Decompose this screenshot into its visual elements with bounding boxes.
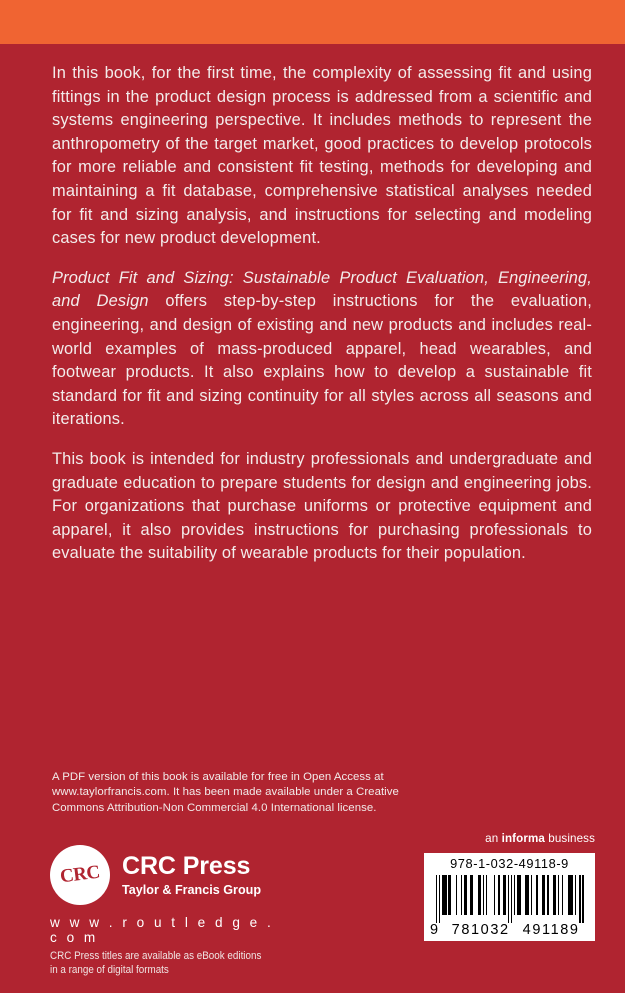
blurb-paragraph-2-rest: offers step-by-step instructions for the evaluation, engineering, and design of existing and new products and includes real-world examples of mass-produced apparel, head wearables, and footwear products. It also explains how to develop a sustainable fit standard for fit and sizing continuity for all styles across all seasons and iterations. [52, 292, 592, 429]
crc-circle-logo-icon [50, 845, 110, 905]
informa-suffix: business [544, 832, 595, 845]
open-access-note-line-3: Commons Attribution-Non Commercial 4.0 International license. [52, 801, 377, 814]
ebook-note-line-2: in a range of digital formats [50, 963, 169, 976]
informa-business-tagline [485, 832, 595, 845]
publisher-name: CRC Press [122, 851, 251, 880]
crc-logo-letters: CRC [58, 861, 101, 888]
informa-brand: informa [501, 832, 545, 845]
open-access-note-line-1: A PDF version of this book is available for free in Open Access at [52, 771, 384, 783]
blurb-paragraph-3: This book is intended for industry professionals and undergraduate and graduate education to prepare students for design and engineering jobs. For organizations that purchase uniforms or protective equipment and apparel, it also provides instructions for purchasing professionals to evaluate the suitability of wearable products for their population. [52, 449, 592, 563]
blurb-paragraph-2 [52, 267, 592, 432]
barcode-left-group: 781032 [451, 922, 510, 938]
blurb-paragraph-1: In this book, for the first time, the complexity of assessing fit and using fittings in the product design process is addressed from a scientific and systems engineering perspective. It includes methods to represent the anthropometry of the target market, good practices to develop protocols for more reliable and consistent fit testing, methods for developing and maintaining a fit database, comprehensive statistical analyses needed for fit and sizing analysis, and instructions for selecting and modeling cases for new product development. [52, 64, 592, 248]
informa-prefix: an [485, 832, 502, 845]
barcode-right-group: 491189 [522, 922, 580, 938]
publisher-name-block [122, 851, 262, 897]
isbn-barcode [424, 853, 595, 941]
open-access-note [52, 770, 472, 816]
publisher-logo-row [50, 845, 290, 905]
ebook-note-line-1: CRC Press titles are available as eBook editions [50, 950, 262, 962]
publisher-imprint: Taylor & Francis Group [122, 882, 262, 897]
barcode-digits [424, 922, 595, 938]
book-title-italic: Product Fit and Sizing: Sustainable Product Evaluation, Engineering, and Design [52, 268, 592, 311]
barcode-lead-digit: 9 [430, 922, 440, 938]
top-accent-band [0, 0, 625, 44]
open-access-note-line-2: www.taylorfrancis.com. It has been made available under a Creative [52, 786, 399, 799]
publisher-logo-block [50, 845, 290, 977]
publisher-website: w w w . r o u t l e d g e . c o m [50, 915, 274, 945]
back-cover-blurb [52, 62, 592, 566]
isbn-number: 978-1-032-49118-9 [450, 856, 569, 871]
ebook-availability-note [50, 950, 273, 977]
barcode-bars [436, 875, 584, 923]
